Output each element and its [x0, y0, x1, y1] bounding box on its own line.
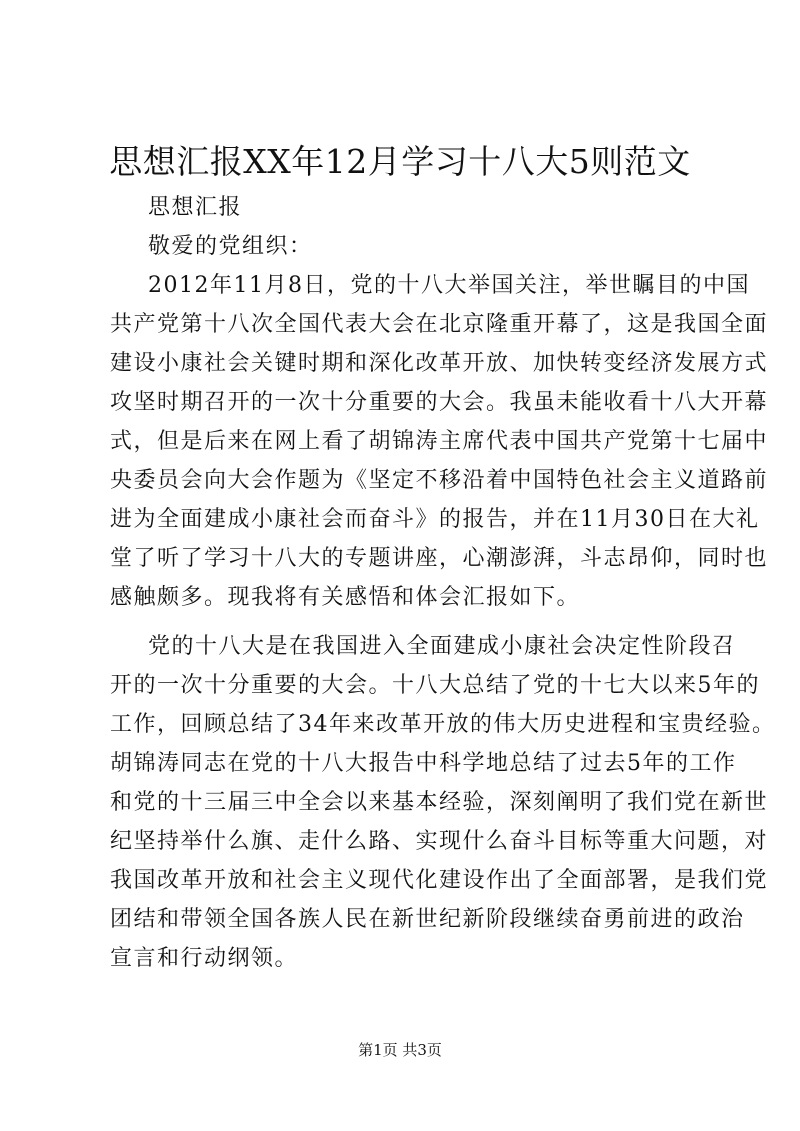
paragraph2-line: 党的十八大是在我国进入全面建成小康社会决定性阶段召: [148, 634, 736, 659]
paragraph2-line: 团结和带领全国各族人民在新世纪新阶段继续奋勇前进的政治: [110, 907, 745, 932]
paragraph2-line: 胡锦涛同志在党的十八大报告中科学地总结了过去5年的工作: [110, 751, 737, 776]
heading-label: 思想汇报: [148, 195, 243, 220]
paragraph1-line: 堂了听了学习十八大的专题讲座，心潮澎湃，斗志昂仰，同时也: [110, 546, 769, 571]
paragraph2-line: 宣言和行动纲领。: [110, 946, 299, 971]
paragraph1-line: 进为全面建成小康社会而奋斗》的报告，并在11月30日在大礼: [110, 507, 760, 532]
page-number: 第1页 共3页: [358, 1041, 442, 1059]
paragraph1-line: 建设小康社会关键时期和深化改革开放、加快转变经济发展方式: [110, 351, 769, 376]
paragraph1-line: 攻坚时期召开的一次十分重要的大会。我虽未能收看十八大开幕: [110, 390, 769, 415]
paragraph2-line: 纪坚持举什么旗、走什么路、实现什么奋斗目标等重大问题，对: [110, 829, 769, 854]
paragraph2-line: 我国改革开放和社会主义现代化建设作出了全面部署，是我们党: [110, 868, 769, 893]
paragraph1-line: 共产党第十八次全国代表大会在北京隆重开幕了，这是我国全面: [110, 312, 769, 337]
salutation: 敬爱的党组织：: [148, 234, 313, 259]
paragraph1-line: 2012年11月8日，党的十八大举国关注，举世瞩目的中国: [148, 273, 750, 298]
paragraph1-line: 感触颇多。现我将有关感悟和体会汇报如下。: [110, 585, 581, 610]
paragraph2-line: 和党的十三届三中全会以来基本经验，深刻阐明了我们党在新世: [110, 790, 769, 815]
document-title: 思想汇报XX年12月学习十八大5则范文: [109, 142, 691, 181]
paragraph2-line: 开的一次十分重要的大会。十八大总结了党的十七大以来5年的: [110, 673, 760, 698]
paragraph1-line: 式，但是后来在网上看了胡锦涛主席代表中国共产党第十七届中: [110, 429, 769, 454]
paragraph1-line: 央委员会向大会作题为《坚定不移沿着中国特色社会主义道路前: [110, 468, 769, 493]
paragraph2-line: 工作，回顾总结了34年来改革开放的伟大历史进程和宝贵经验。: [110, 712, 776, 737]
